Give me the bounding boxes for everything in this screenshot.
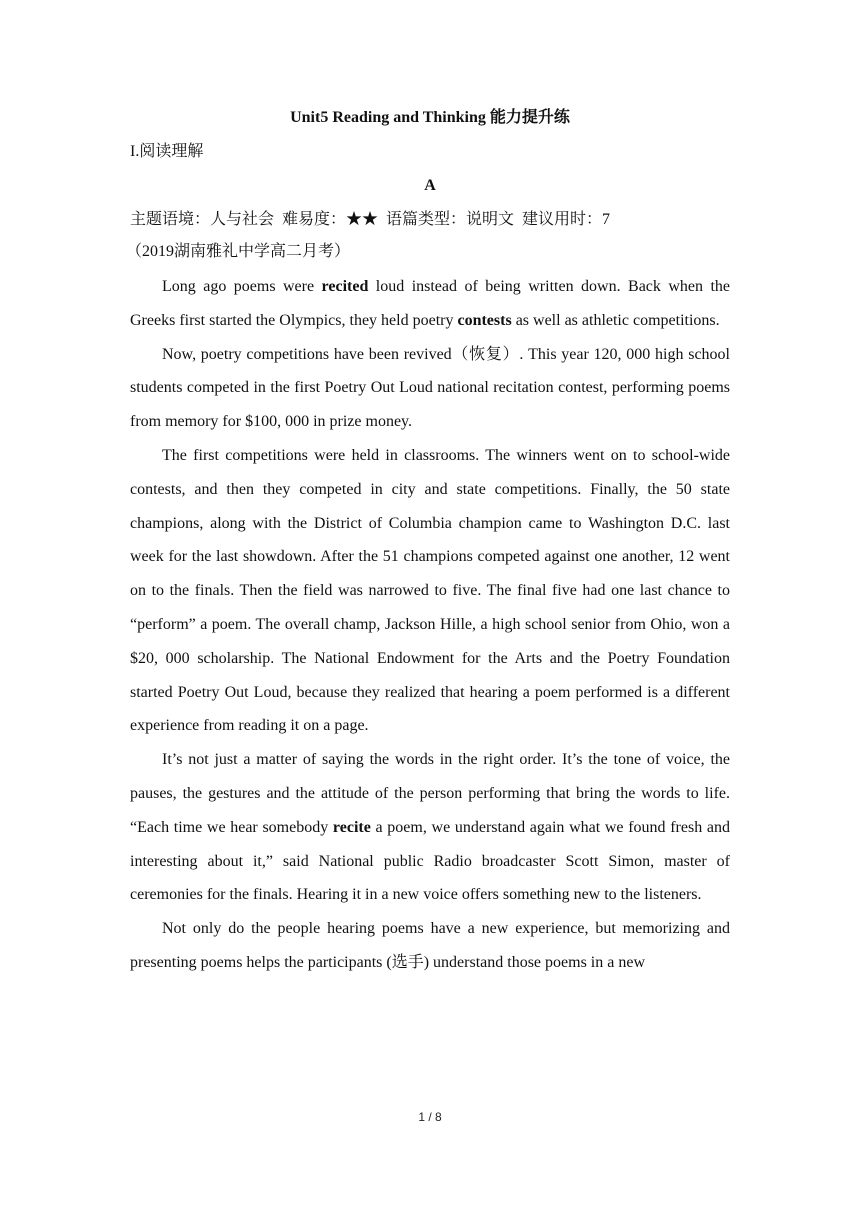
paragraph-5: Not only do the people hearing poems have a new experience, but memorizing and presenting poems helps the participants (选手) understand those poems in a new [130, 920, 730, 971]
section-heading: I.阅读理解 [130, 143, 204, 160]
meta-theme: 主题语境：人与社会 [130, 211, 275, 228]
document-page [126, 108, 731, 980]
paragraph-text: It’s not just a matter of saying the words in the right order. It’s the tone of voice, the pauses, the gestures and the attitude of the person performing that bring the words to life. “Each time we hear somebody [130, 751, 730, 836]
paragraph-text: a poem, we understand again what we found fresh and interesting about it,” said National public Radio broadcaster Scott Simon, master of ceremonies for the finals. Hearing it in a new voice offers something new to the listeners. [130, 818, 731, 904]
paragraph-text: as well as athletic competitions. [511, 311, 720, 329]
passage-meta [130, 210, 730, 230]
document-title: Unit5 Reading and Thinking 能力提升练 [290, 109, 570, 126]
paragraph-4 [130, 743, 730, 912]
paragraph-text: loud instead of being written down. Back when the Greeks first started the Olympics, they held poetry [130, 278, 731, 329]
keyword-recited: recited [321, 278, 369, 295]
paragraph-3: The first competitions were held in classrooms. The winners went on to school-wide contests, and then they competed in city and state competitions. Finally, the 50 state champions, along with the District of Columbia champion came to Washington D.C. last week for the last showdown. After the 51 champions competed against one another, 12 went on to the finals. Then the field was narrowed to five. The final five had one last chance to “perform” a poem. The overall champ, Jackson Hille, a high school senior from Ohio, won a $20, 000 scholarship. The National Endowment for the Arts and the Poetry Foundation started Poetry Out Loud, because they realized that hearing a poem performed is a different experience from reading it on a page. [130, 446, 730, 735]
paragraph-2: Now, poetry competitions have been revived（恢复）. This year 120, 000 high school students competed in the first Poetry Out Loud national recitation contest, performing poems from memory for $100, 000 in prize money. [130, 345, 730, 431]
meta-genre: 语篇类型：说明文 [386, 211, 515, 228]
keyword-contests: contests [457, 311, 512, 329]
meta-time: 建议用时：7 [522, 211, 611, 228]
meta-difficulty: 难易度：★★ [282, 211, 379, 228]
paragraph-1 [130, 270, 730, 338]
page-number: 1 / 8 [418, 1110, 442, 1124]
passage-source: （2019湖南雅礼中学高二月考） [126, 243, 351, 260]
passage-label: A [424, 177, 436, 194]
paragraph-text: Long ago poems were [162, 278, 322, 295]
keyword-recite: recite [332, 818, 371, 836]
